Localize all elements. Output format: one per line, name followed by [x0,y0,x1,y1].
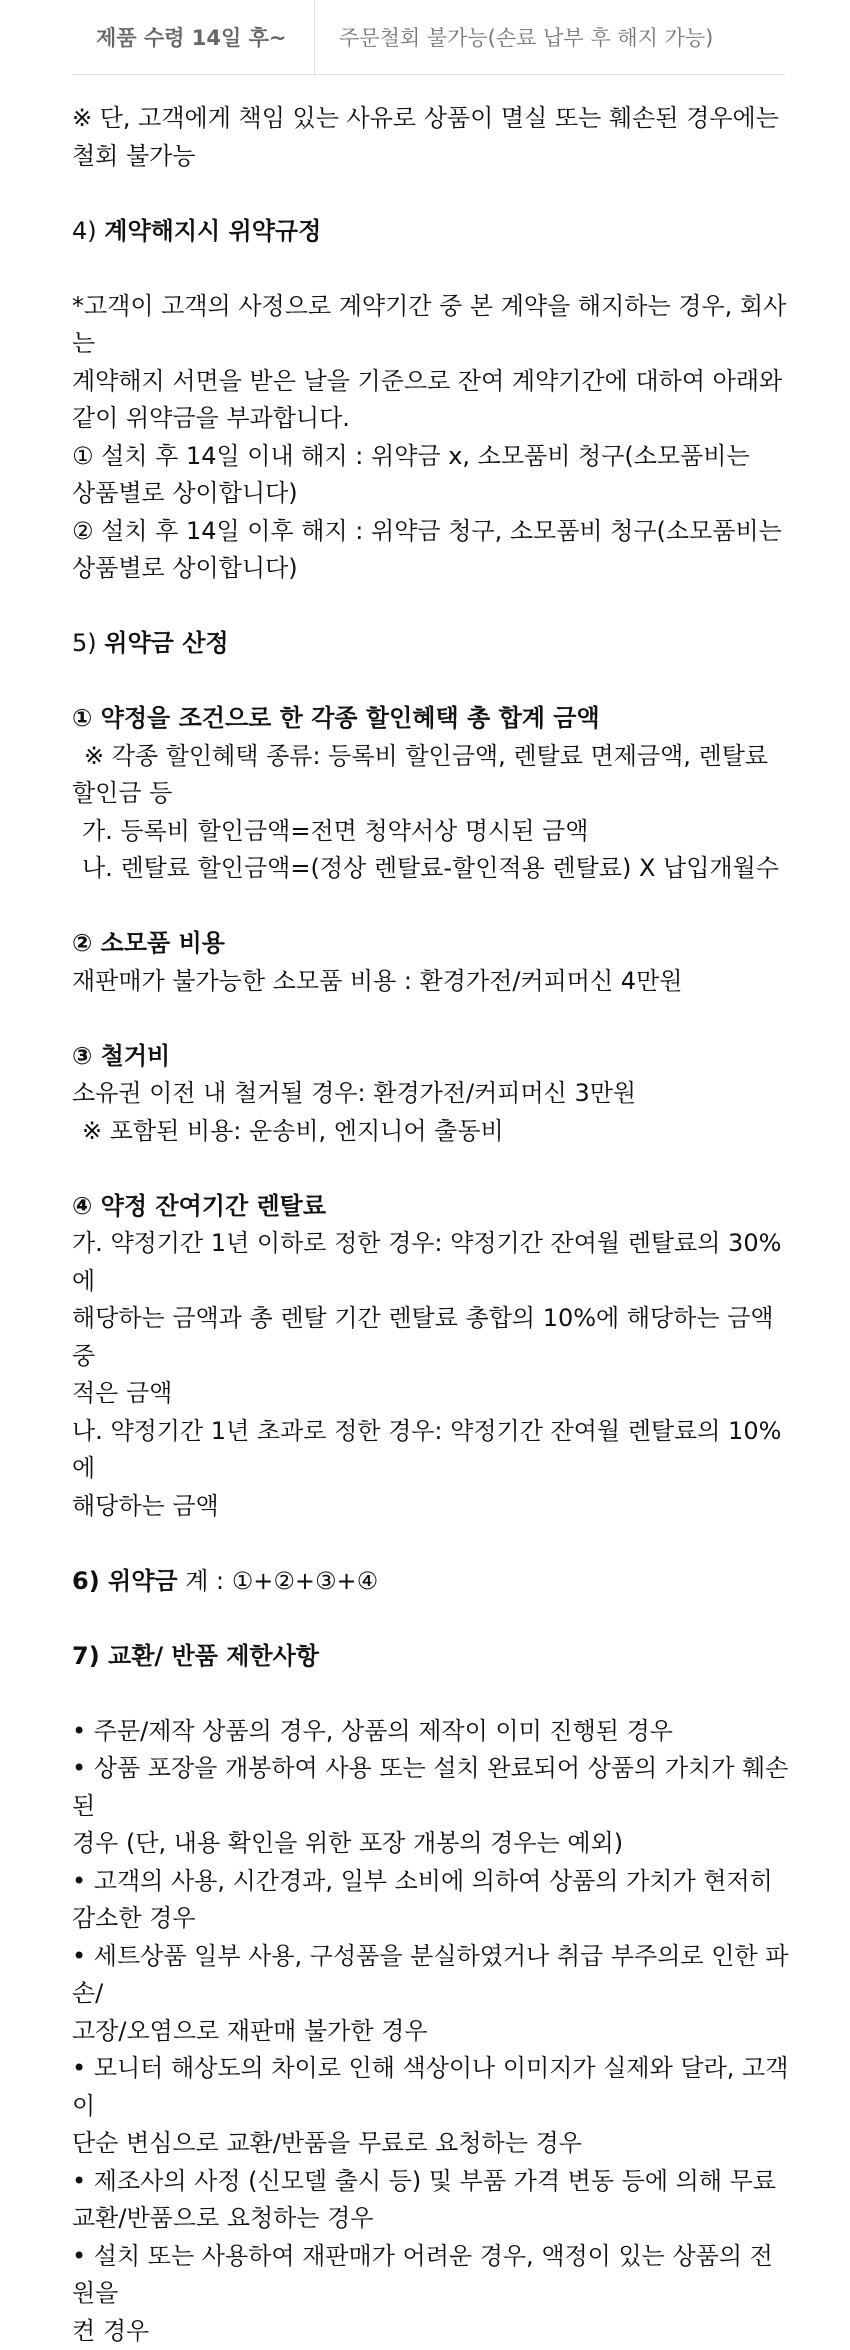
item-4-line: 적은 금액 [72,1375,792,1413]
section-5-title: 위약금 산정 [104,629,228,657]
table-row-value: 주문철회 불가능(손료 납부 후 해지 가능) [315,0,785,74]
item-4-line: 해당하는 금액과 총 렌탈 기간 렌탈료 총합의 10%에 해당하는 금액 중 [72,1300,792,1375]
section-7-line: • 상품 포장을 개봉하여 사용 또는 설치 완료되어 상품의 가치가 훼손된 [72,1750,792,1825]
section-4-line: 같이 위약금을 부과합니다. [72,400,792,438]
item-3-line: 소유권 이전 내 철거될 경우: 환경가전/커피머신 3만원 [72,1075,792,1113]
section-7-line: 고장/오염으로 재판매 불가한 경우 [72,2013,792,2051]
section-4-line: 상품별로 상이합니다) [72,550,792,588]
item-1-line: 할인금 등 [72,775,792,813]
section-7-line: • 설치 또는 사용하여 재판매가 어려운 경우, 액정이 있는 상품의 전원을 [72,2238,792,2313]
table-row-header: 제품 수령 14일 후~ [72,0,315,74]
section-5-heading [72,625,792,663]
policy-content [72,100,792,2350]
section-7-title: 7) 교환/ 반품 제한사항 [72,1638,792,1676]
section-7-line: • 모니터 해상도의 차이로 인해 색상이나 이미지가 실제와 달라, 고객이 [72,2050,792,2125]
section-4-number: 4) [72,217,97,245]
item-2-title: ② 소모품 비용 [72,925,792,963]
section-7-line: 켠 경우 [72,2313,792,2350]
item-1-title: ① 약정을 조건으로 한 각종 할인혜택 총 합계 금액 [72,700,792,738]
section-7-line: • 세트상품 일부 사용, 구성품을 분실하였거나 취급 부주의로 인한 파손/ [72,1938,792,2013]
section-4-heading [72,213,792,251]
section-4-line: *고객이 고객의 사정으로 계약기간 중 본 계약을 해지하는 경우, 회사는 [72,288,792,363]
section-7-line: • 주문/제작 상품의 경우, 상품의 제작이 이미 진행된 경우 [72,1713,792,1751]
section-7-line: • 제조사의 사정 (신모델 출시 등) 및 부품 가격 변동 등에 의해 무료 [72,2163,792,2201]
item-4-line: 나. 약정기간 1년 초과로 정한 경우: 약정기간 잔여월 렌탈료의 10%에 [72,1413,792,1488]
section-6-formula: 계 : ①+②+③+④ [178,1567,379,1595]
section-4-line: ① 설치 후 14일 이내 해지 : 위약금 x, 소모품비 청구(소모품비는 [72,438,792,476]
section-6-title: 6) 위약금 [72,1567,178,1595]
item-4-line: 가. 약정기간 1년 이하로 정한 경우: 약정기간 잔여월 렌탈료의 30%에 [72,1225,792,1300]
item-2-line: 재판매가 불가능한 소모품 비용 : 환경가전/커피머신 4만원 [72,963,792,1001]
item-1-line: ※ 각종 할인혜택 종류: 등록비 할인금액, 렌탈료 면제금액, 렌탈료 [72,738,792,776]
item-1-sub: 가. 등록비 할인금액=전면 청약서상 명시된 금액 [72,813,792,851]
note-line: 철회 불가능 [72,138,792,176]
note-line: ※ 단, 고객에게 책임 있는 사유로 상품이 멸실 또는 훼손된 경우에는 [72,100,792,138]
item-4-title: ④ 약정 잔여기간 렌탈료 [72,1188,792,1226]
section-4-line: 상품별로 상이합니다) [72,475,792,513]
section-6-heading [72,1563,792,1601]
section-4-line: ② 설치 후 14일 이후 해지 : 위약금 청구, 소모품비 청구(소모품비는 [72,513,792,551]
policy-table-row [72,0,785,75]
section-7-line: 감소한 경우 [72,1900,792,1938]
section-7-line: • 고객의 사용, 시간경과, 일부 소비에 의하여 상품의 가치가 현저히 [72,1863,792,1901]
section-5-number: 5) [72,629,97,657]
section-7-line: 경우 (단, 내용 확인을 위한 포장 개봉의 경우는 예외) [72,1825,792,1863]
section-4-title: 계약해지시 위약규정 [104,217,321,245]
section-7-line: 교환/반품으로 요청하는 경우 [72,2200,792,2238]
section-4-line: 계약해지 서면을 받은 날을 기준으로 잔여 계약기간에 대하여 아래와 [72,363,792,401]
item-4-line: 해당하는 금액 [72,1488,792,1526]
item-1-sub: 나. 렌탈료 할인금액=(정상 렌탈료-할인적용 렌탈료) X 납입개월수 [72,850,792,888]
item-3-note: ※ 포함된 비용: 운송비, 엔지니어 출동비 [72,1113,792,1151]
item-3-title: ③ 철거비 [72,1038,792,1076]
section-7-line: 단순 변심으로 교환/반품을 무료로 요청하는 경우 [72,2125,792,2163]
